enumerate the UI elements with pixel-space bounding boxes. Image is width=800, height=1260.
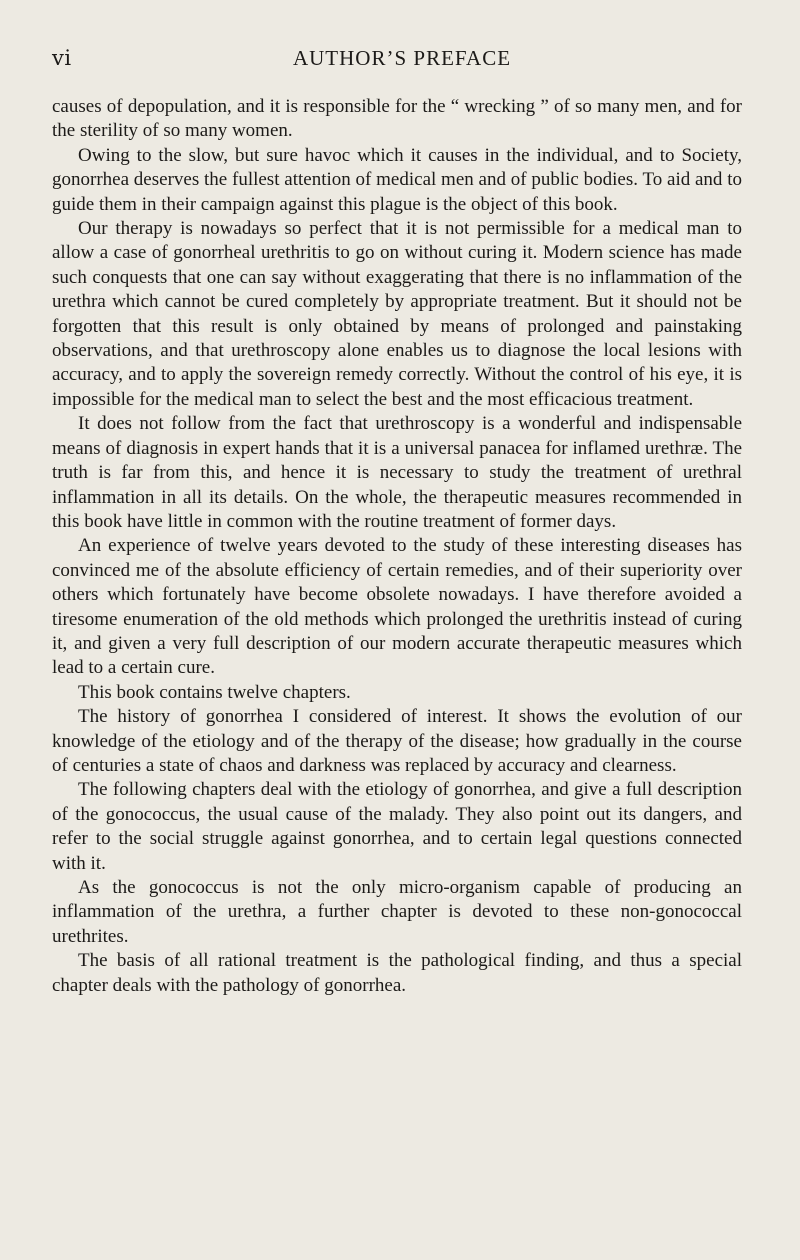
body-text <box>52 95 742 998</box>
paragraph: An experience of twelve years devoted to the study of these interesting diseases has convinced me of the absolute efficiency of certain remedies, and of their superiority over others which fortunately have become obsolete nowadays. I have therefore avoided a tiresome enumeration of the old methods which prolonged the urethritis instead of curing it, and given a very full description of our modern accurate therapeutic measures which lead to a certain cure. <box>52 535 742 679</box>
paragraph: Our therapy is nowadays so perfect that it is not permissible for a medical man to allow a case of gonorrheal urethritis to go on without curing it. Modern science has made such conquests that one can say without exaggerating that there is no inflammation of the urethra which cannot be cured completely by appropriate treatment. But it should not be forgotten that this result is only obtained by means of prolonged and painstaking observations, and that urethroscopy alone enables us to diagnose the local lesions with accuracy, and to apply the sovereign remedy correctly. Without the control of his eye, it is impossible for the medical man to select the best and the most efficacious treatment. <box>52 218 742 410</box>
running-head: AUTHOR’S PREFACE <box>292 46 512 70</box>
paragraph: This book contains twelve chapters. <box>78 681 351 703</box>
paragraph: As the gonococcus is not the only micro-organism capable of producing an inflammation of the urethra, a further chapter is devoted to these non-gonococcal urethrites. <box>52 877 742 947</box>
paragraph: The following chapters deal with the etiology of gonorrhea, and give a full description of the gonococcus, the usual cause of the malady. They also point out its dangers, and refer to the social struggle against gonorrhea, and to certain legal questions connected with it. <box>52 779 742 874</box>
paragraph: The basis of all rational treatment is the pathological finding, and thus a special chapter deals with the pathology of gonorrhea. <box>52 950 742 996</box>
paragraph: causes of depopulation, and it is responsible for the “ wrecking ” of so many men, and for the sterility of so many women. <box>52 96 742 142</box>
paragraph: The history of gonorrhea I considered of interest. It shows the evolution of our knowledge of the etiology and of the therapy of the disease; how gradually in the course of centuries a state of chaos and darkness was replaced by accuracy and clearness. <box>52 706 742 776</box>
page-number: vi <box>52 46 72 70</box>
paragraph: Owing to the slow, but sure havoc which it causes in the individual, and to Society, gonorrhea deserves the fullest attention of medical men and of public bodies. To aid and to guide them in their campaign against this plague is the object of this book. <box>52 144 742 215</box>
paragraph: It does not follow from the fact that urethroscopy is a wonderful and indispensable means of diagnosis in expert hands that it is a universal panacea for inflamed urethræ. The truth is far from this, and hence it is necessary to study the treatment of urethral inflammation in all its details. On the whole, the therapeutic measures recommended in this book have little in common with the routine treatment of former days. <box>52 413 742 532</box>
page-header <box>52 46 752 76</box>
